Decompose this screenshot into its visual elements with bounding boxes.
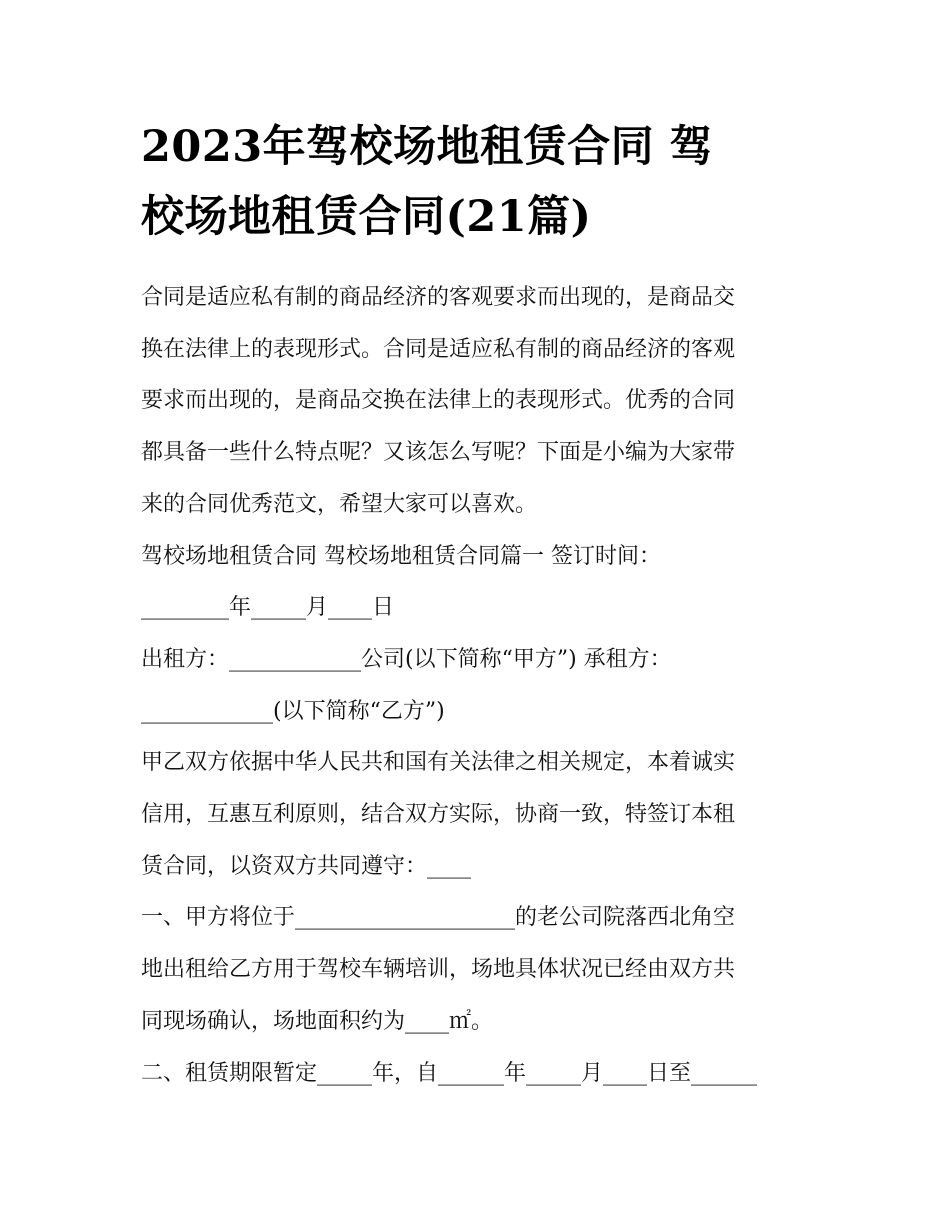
intro-line-2: 换在法律上的表现形式。合同是适应私有制的商品经济的客观 — [141, 336, 736, 362]
title-line-1: 2023年驾校场地租赁合同 驾 — [141, 122, 714, 172]
clause-1-line-2: 地出租给乙方用于驾校车辆培训，场地具体状况已经由双方共 — [141, 957, 736, 983]
preamble-line-2: 信用，互惠互利原则，结合双方实际，协商一致，特签订本租 — [141, 802, 736, 828]
title-line-2: 校场地租赁合同(21篇) — [141, 192, 592, 242]
clause-2-line-1: 二、租赁期限暂定_____年，自______年_____月____日至______ — [141, 1060, 758, 1086]
clause-1-line-3: 同现场确认，场地面积约为____㎡。 — [141, 1008, 494, 1034]
preamble-line-1: 甲乙双方依据中华人民共和国有关法律之相关规定，本着诚实 — [141, 750, 736, 776]
intro-line-3: 要求而出现的，是商品交换在法律上的表现形式。优秀的合同 — [141, 388, 736, 414]
preamble-line-3: 赁合同，以资双方共同遵守：____ — [141, 853, 472, 879]
intro-line-5: 来的合同优秀范文，希望大家可以喜欢。 — [141, 491, 538, 517]
lessor-line: 出租方：____________公司(以下简称“甲方”) 承租方： — [141, 646, 672, 672]
section-heading-line: 驾校场地租赁合同 驾校场地租赁合同篇一 签订时间： — [141, 543, 661, 569]
document-title — [141, 112, 821, 252]
signing-date-line: ________年_____月____日 — [141, 595, 395, 621]
lessee-line: ____________(以下简称“乙方”) — [141, 698, 445, 724]
document-body — [141, 272, 821, 1099]
clause-1-line-1: 一、甲方将位于____________________的老公司院落西北角空 — [141, 905, 736, 931]
intro-line-1: 合同是适应私有制的商品经济的客观要求而出现的，是商品交 — [141, 285, 736, 310]
intro-line-4: 都具备一些什么特点呢？又该怎么写呢？下面是小编为大家带 — [141, 440, 736, 466]
